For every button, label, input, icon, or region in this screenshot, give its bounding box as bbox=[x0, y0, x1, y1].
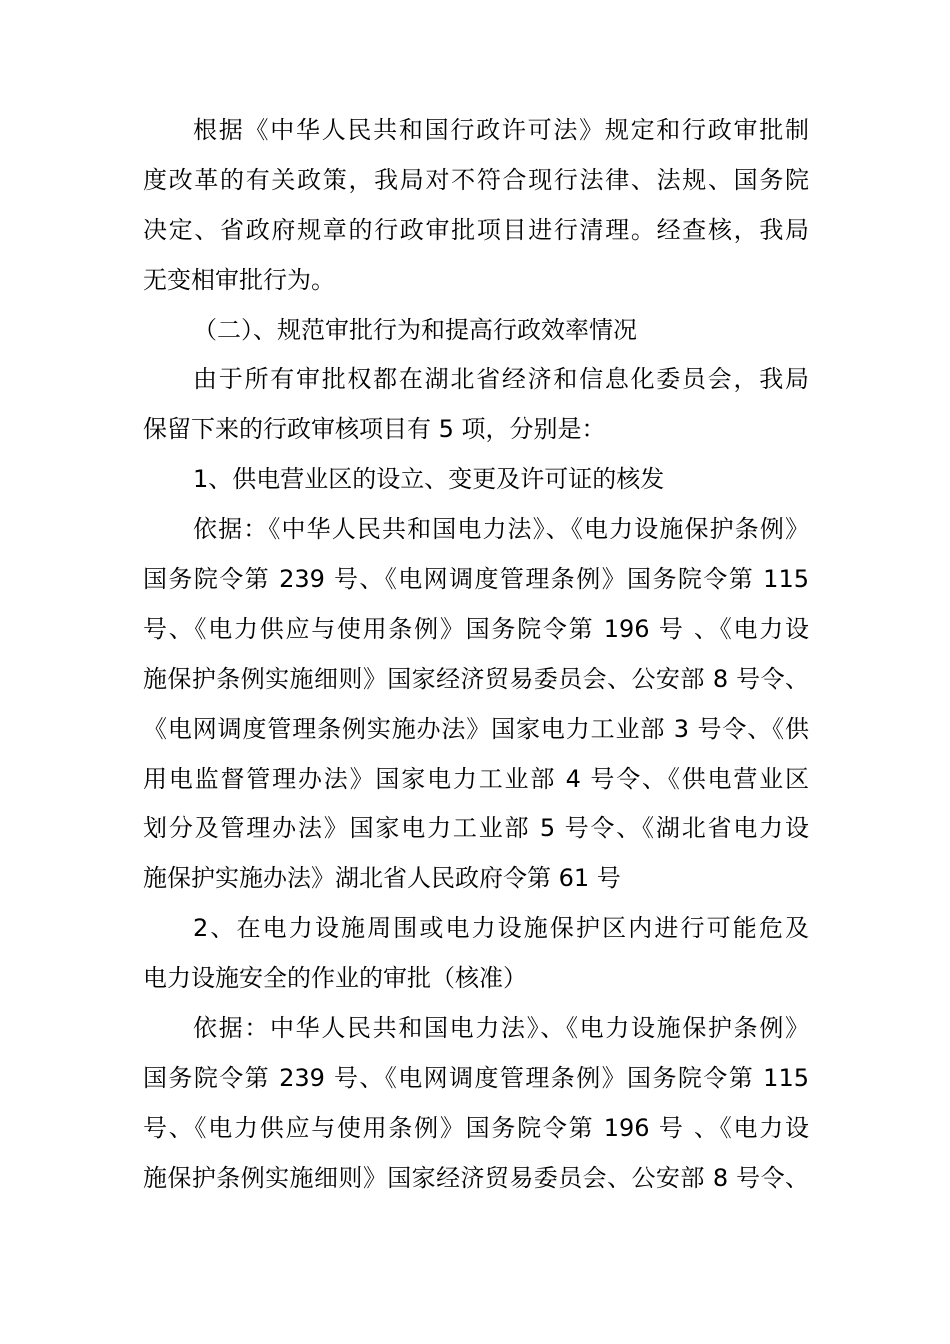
paragraph-line: 依据：中华人民共和国电力法》、《电力设施保护条例》 bbox=[193, 1014, 809, 1043]
paragraph-line: 由于所有审批权都在湖北省经济和信息化委员会，我局 bbox=[193, 365, 809, 394]
paragraph-line: 号、《电力供应与使用条例》国务院令第 196 号 、《电力设 bbox=[143, 1113, 809, 1142]
paragraph-line: 施保护条例实施细则》国家经济贸易委员会、公安部 8 号令、 bbox=[143, 664, 809, 693]
paragraph-line: 国务院令第 239 号、《电网调度管理条例》国务院令第 115 bbox=[143, 565, 809, 594]
paragraph-line: 依据：《中华人民共和国电力法》、《电力设施保护条例》 bbox=[193, 515, 809, 544]
paragraph-line: 无变相审批行为。 bbox=[143, 265, 335, 294]
paragraph-line: 划分及管理办法》国家电力工业部 5 号令、《湖北省电力设 bbox=[143, 814, 809, 843]
paragraph-line: 保留下来的行政审核项目有 5 项，分别是： bbox=[143, 415, 606, 444]
document-body bbox=[143, 106, 809, 1204]
paragraph-line: 施保护实施办法》湖北省人民政府令第 61 号 bbox=[143, 864, 621, 893]
paragraph-line: 号、《电力供应与使用条例》国务院令第 196 号 、《电力设 bbox=[143, 614, 809, 643]
list-item-heading: 电力设施安全的作业的审批（核准） bbox=[143, 964, 527, 993]
list-item-heading: 1、供电营业区的设立、变更及许可证的核发 bbox=[193, 465, 665, 494]
paragraph-line: 施保护条例实施细则》国家经济贸易委员会、公安部 8 号令、 bbox=[143, 1163, 809, 1192]
paragraph-line: 根据《中华人民共和国行政许可法》规定和行政审批制 bbox=[193, 116, 809, 144]
paragraph-line: 国务院令第 239 号、《电网调度管理条例》国务院令第 115 bbox=[143, 1063, 809, 1092]
paragraph-line: 《电网调度管理条例实施办法》国家电力工业部 3 号令、《供 bbox=[143, 714, 809, 743]
paragraph-line: 度改革的有关政策，我局对不符合现行法律、法规、国务院 bbox=[143, 165, 809, 194]
list-item-heading: 2、在电力设施周围或电力设施保护区内进行可能危及 bbox=[193, 914, 809, 943]
paragraph-line: 决定、省政府规章的行政审批项目进行清理。经查核，我局 bbox=[143, 215, 809, 244]
section-heading: （二）、规范审批行为和提高行政效率情况 bbox=[193, 315, 637, 344]
paragraph-line: 用电监督管理办法》国家电力工业部 4 号令、《供电营业区 bbox=[143, 764, 809, 793]
